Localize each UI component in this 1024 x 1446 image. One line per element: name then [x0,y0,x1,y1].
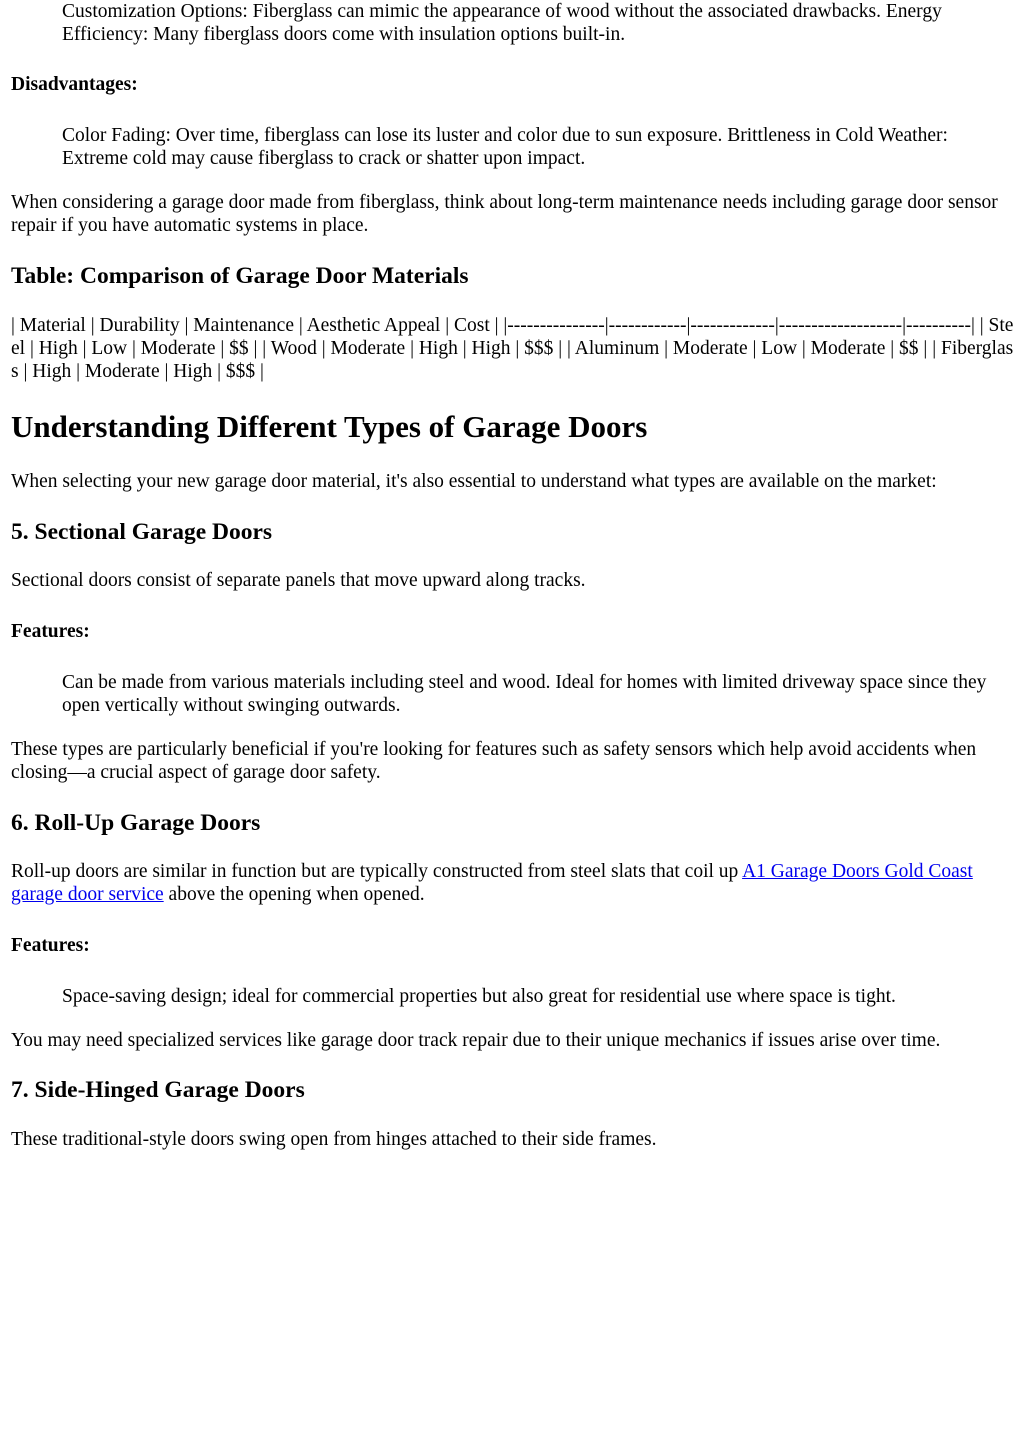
rollup-features-paragraph: Space-saving design; ideal for commercial properties but also great for residential use where space is tight. [62,986,896,1007]
customization-paragraph: Customization Options: Fiberglass can mimic the appearance of wood without the associated drawbacks. Energy Efficiency: Many fiberglass doors come with insulation options built-in. [62,1,942,45]
side-hinged-paragraph: These traditional-style doors swing open from hinges attached to their side frames. [11,1129,657,1150]
rollup-heading: 6. Roll-Up Garage Doors [11,810,261,836]
features-label-sectional: Features: [11,621,90,642]
rollup-text-after: above the opening when opened. [163,884,425,905]
sectional-features-paragraph: Can be made from various materials including steel and wood. Ideal for homes with limited driveway space since they open vertically without swinging outwards. [62,672,987,716]
rollup-paragraph [11,860,1014,906]
features-label-rollup: Features: [11,935,90,956]
rollup-text-before: Roll-up doors are similar in function but are typically constructed from steel slats that coil up [11,861,743,882]
rollup-service-paragraph: You may need specialized services like garage door track repair due to their unique mechanics if issues arise over time. [11,1030,941,1051]
garage-door-service-link[interactable]: A1 Garage Doors Gold Coast garage door service [11,861,973,905]
sectional-paragraph: Sectional doors consist of separate panels that move upward along tracks. [11,570,586,591]
types-intro-paragraph: When selecting your new garage door material, it's also essential to understand what types are available on the market: [11,471,937,492]
fiberglass-consideration-paragraph: When considering a garage door made from fiberglass, think about long-term maintenance needs including garage door sensor repair if you have automatic systems in place. [11,192,998,236]
disadvantages-label: Disadvantages: [11,74,138,95]
color-fading-paragraph: Color Fading: Over time, fiberglass can lose its luster and color due to sun exposure. Brittleness in Cold Weather: Extreme cold may cause fiberglass to crack or shatter upon impact. [62,125,948,169]
table-heading: Table: Comparison of Garage Door Materials [11,263,469,289]
side-hinged-heading: 7. Side-Hinged Garage Doors [11,1077,305,1103]
types-heading: Understanding Different Types of Garage Doors [11,409,648,444]
materials-table-text: | Material | Durability | Maintenance | Aesthetic Appeal | Cost | |---------------|------------|-------------|-------------------|----------| | Steel | High | Low | Moderate | $$ | | Wood | Moderate | High | High | $$$ | | Aluminum | Moderate | Low | Moderate | $$ | | Fiberglass | High | Moderate | High | $$$ | [11,315,1014,382]
sectional-benefit-paragraph: These types are particularly beneficial if you're looking for features such as safety sensors which help avoid accidents when closing—a crucial aspect of garage door safety. [11,739,977,783]
sectional-heading: 5. Sectional Garage Doors [11,519,273,545]
